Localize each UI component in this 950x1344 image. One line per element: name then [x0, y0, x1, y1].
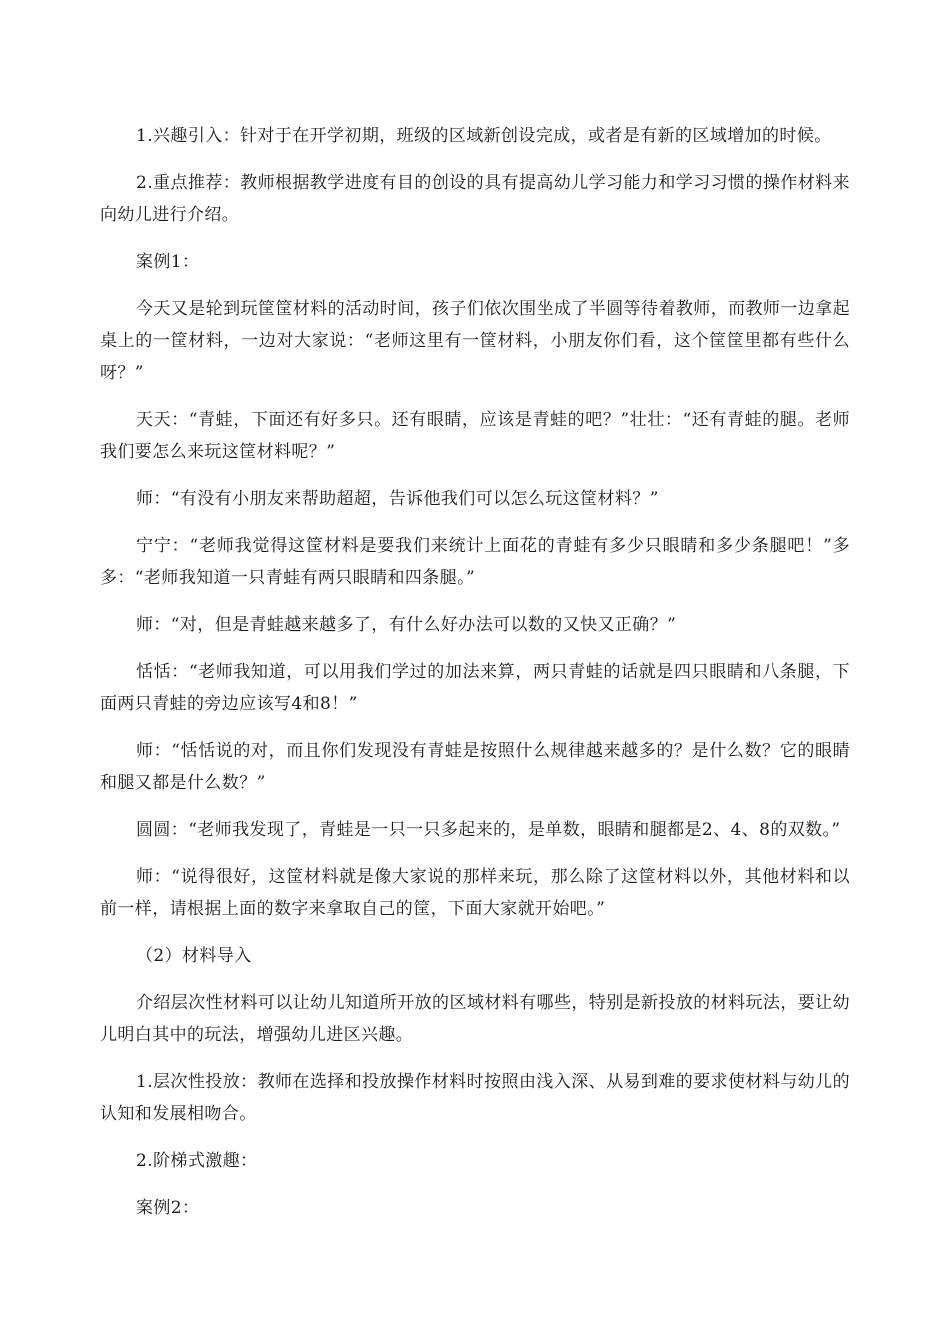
paragraph-key-recommend: 2.重点推荐：教师根据教学进度有目的创设的具有提高幼儿学习能力和学习习惯的操作材料来向幼儿进行介绍。 — [100, 173, 850, 225]
paragraph-interest-intro: 1.兴趣引入：针对于在开学初期，班级的区域新创设完成，或者是有新的区域增加的时候。 — [136, 126, 832, 146]
paragraph-layered-placement: 1.层次性投放：教师在选择和投放操作材料时按照由浅入深、从易到难的要求使材料与幼儿的认知和发展相吻合。 — [100, 1072, 850, 1124]
paragraph-dialogue-tiantian-2: 恬恬：“老师我知道，可以用我们学过的加法来算，两只青蛙的话就是四只眼睛和八条腿，下面两只青蛙的旁边应该写4和8！” — [100, 662, 850, 714]
paragraph-case-1-heading: 案例1： — [136, 252, 200, 272]
paragraph-case-2-heading: 案例2： — [136, 1198, 200, 1218]
paragraph-dialogue-teacher-1: 师：“有没有小朋友来帮助超超，告诉他我们可以怎么玩这筐材料？” — [136, 489, 659, 509]
paragraph-dialogue-teacher-2: 师：“对，但是青蛙越来越多了，有什么好办法可以数的又快又正确？” — [136, 615, 677, 635]
paragraph-dialogue-yuanyuan: 圆圆：“老师我发现了，青蛙是一只一只多起来的，是单数，眼睛和腿都是2、4、8的双数。” — [136, 820, 841, 840]
paragraph-stepped-interest: 2.阶梯式激趣： — [136, 1151, 258, 1171]
paragraph-dialogue-teacher-3: 师：“恬恬说的对，而且你们发现没有青蛙是按照什么规律越来越多的？是什么数？它的眼睛和腿又都是什么数？” — [100, 741, 850, 793]
paragraph-section-material-intro: （2）材料导入 — [136, 946, 252, 966]
paragraph-dialogue-tiantian: 天天：“青蛙，下面还有好多只。还有眼睛，应该是青蛙的吧？”壮壮：“还有青蛙的腿。老师我们要怎么来玩这筐材料呢？” — [100, 410, 850, 462]
paragraph-case-1-intro: 今天又是轮到玩筐筐材料的活动时间，孩子们依次围坐成了半圆等待着教师，而教师一边拿起桌上的一筐材料，一边对大家说：“老师这里有一筐材料，小朋友你们看，这个筐筐里都有些什么呀？” — [100, 299, 850, 383]
paragraph-layered-material: 介绍层次性材料可以让幼儿知道所开放的区域材料有哪些，特别是新投放的材料玩法，要让幼儿明白其中的玩法，增强幼儿进区兴趣。 — [100, 993, 850, 1045]
paragraph-dialogue-teacher-4: 师：“说得很好，这筐材料就是像大家说的那样来玩，那么除了这筐材料以外，其他材料和以前一样，请根据上面的数字来拿取自己的筐，下面大家就开始吧。” — [100, 867, 850, 919]
paragraph-dialogue-ningning: 宁宁：“老师我觉得这筐材料是要我们来统计上面花的青蛙有多少只眼睛和多少条腿吧！”多多：“老师我知道一只青蛙有两只眼睛和四条腿。” — [100, 536, 850, 588]
document-page — [100, 120, 850, 1239]
